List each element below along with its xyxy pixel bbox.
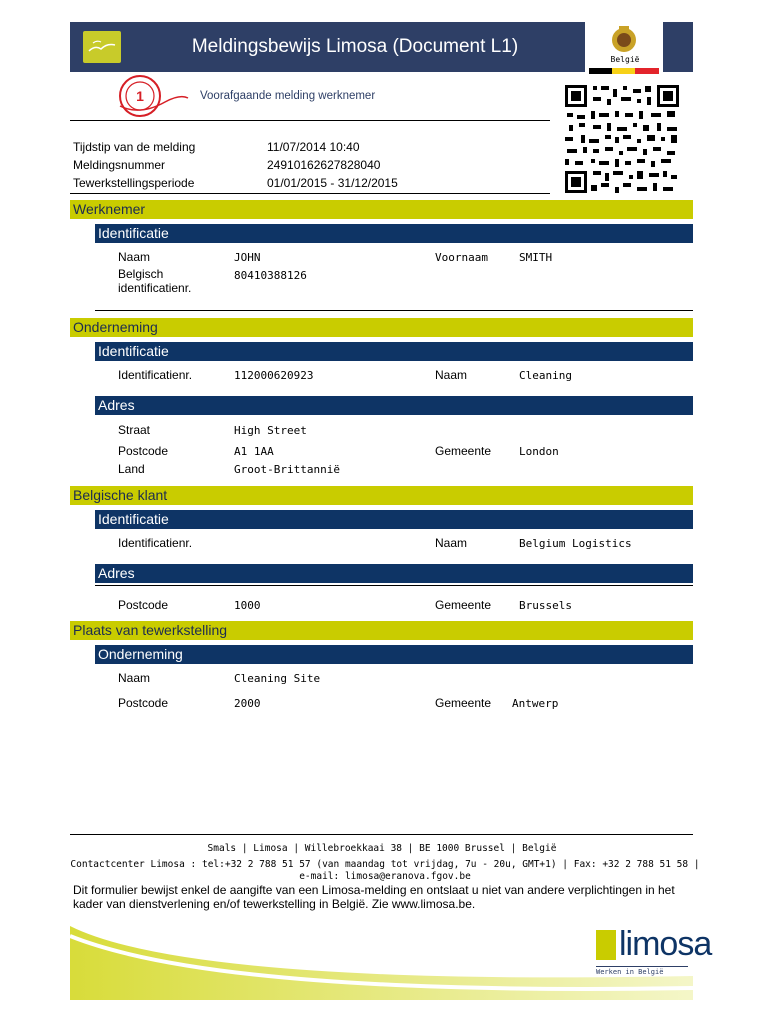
subsection-werknemer-identificatie: Identificatie: [95, 224, 693, 243]
section-belgische-klant: Belgische klant: [70, 486, 693, 505]
limosa-logo-icon: [596, 930, 616, 960]
value-plaats-postcode: 2000: [234, 697, 261, 710]
value-voornaam: SMITH: [519, 251, 553, 264]
belgian-flag-strip: [589, 68, 659, 74]
klant-adres-divider: [95, 585, 693, 586]
value-naam: JOHN: [234, 251, 261, 264]
value-straat: High Street: [234, 424, 307, 437]
label-klant-naam: Naam: [435, 536, 468, 550]
label-plaats-gemeente: Gemeente: [435, 696, 492, 710]
header-divider: [70, 120, 550, 121]
section-werknemer: Werknemer: [70, 200, 693, 219]
section-onderneming: Onderneming: [70, 318, 693, 337]
value-klant-postcode: 1000: [234, 599, 261, 612]
meta-label-periode: Tewerkstellingsperiode: [73, 176, 195, 190]
value-postcode: A1 1AA: [234, 445, 274, 458]
value-plaats-naam: Cleaning Site: [234, 672, 321, 685]
section-plaats: Plaats van tewerkstelling: [70, 621, 693, 640]
value-identificatienr: 112000620923: [234, 369, 314, 382]
qr-code: [563, 83, 681, 195]
value-gemeente: London: [519, 445, 559, 458]
value-plaats-gemeente: Antwerp: [512, 697, 559, 710]
label-identificatienr: Identificatienr.: [118, 368, 193, 382]
meta-value-meldingsnummer: 24910162627828040: [267, 158, 381, 172]
limosa-stamp-icon: [110, 72, 190, 120]
document-title: Meldingsbewijs Limosa (Document L1): [191, 36, 519, 57]
label-gemeente: Gemeente: [435, 444, 492, 458]
footer-address: Smals | Limosa | Willebroekkaai 38 | BE 1000 Brussel | België: [207, 843, 557, 854]
label-klant-identificatienr: Identificatienr.: [118, 536, 193, 550]
meta-label-tijdstip: Tijdstip van de melding: [73, 140, 196, 154]
value-onderneming-naam: Cleaning: [519, 369, 572, 382]
limosa-bird-logo-icon: [83, 31, 121, 63]
value-klant-naam: Belgium Logistics: [519, 537, 632, 550]
label-klant-postcode: Postcode: [118, 598, 169, 612]
subsection-onderneming-identificatie: Identificatie: [95, 342, 693, 361]
footer-divider: [70, 834, 693, 835]
subsection-onderneming-adres: Adres: [95, 396, 693, 415]
svg-text:1: 1: [136, 88, 144, 104]
country-label: België: [610, 55, 640, 64]
limosa-logo-word: limosa: [619, 925, 712, 963]
subsection-plaats-onderneming: Onderneming: [95, 645, 693, 664]
subsection-klant-adres: Adres: [95, 564, 693, 583]
label-klant-gemeente: Gemeente: [435, 598, 492, 612]
meta-value-tijdstip: 11/07/2014 10:40: [267, 140, 360, 154]
label-voornaam: Voornaam: [435, 251, 488, 264]
label-postcode: Postcode: [118, 444, 169, 458]
meta-value-periode: 01/01/2015 - 31/12/2015: [267, 176, 398, 190]
document-subtitle: Voorafgaande melding werknemer: [200, 90, 376, 102]
value-land: Groot-Brittannië: [234, 463, 340, 476]
footer-contact: Contactcenter Limosa : tel:+32 2 788 51 57 (van maandag tot vrijdag, 7u - 20u, GMT+1) | Fax: +32 2 788 51 58 | e-mail: limosa@eranova.fgov.be: [70, 859, 700, 882]
label-land: Land: [118, 462, 145, 476]
subsection-klant-identificatie: Identificatie: [95, 510, 693, 529]
label-plaats-naam: Naam: [118, 671, 151, 685]
meta-label-meldingsnummer: Meldingsnummer: [73, 158, 166, 172]
label-naam: Naam: [118, 250, 151, 264]
footer-disclaimer: Dit formulier bewijst enkel de aangifte van een Limosa-melding en ontslaat u niet van andere verplichtingen in het kader van dienstverlening en/of tewerkstelling in België. Zie www.limosa.be.: [73, 883, 675, 911]
value-klant-gemeente: Brussels: [519, 599, 572, 612]
label-plaats-postcode: Postcode: [118, 696, 169, 710]
label-straat: Straat: [118, 423, 151, 437]
label-belgisch-id: Belgisch identificatienr.: [118, 267, 192, 295]
meta-divider: [70, 193, 550, 194]
value-belgisch-id: 80410388126: [234, 269, 307, 282]
label-onderneming-naam: Naam: [435, 368, 468, 382]
werknemer-divider: [95, 310, 693, 311]
limosa-tagline: Werken in België: [596, 966, 688, 976]
